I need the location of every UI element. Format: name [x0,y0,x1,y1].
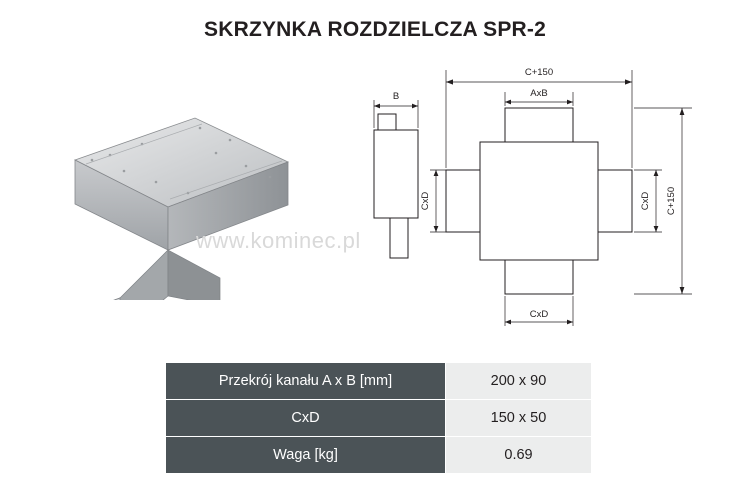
spec-value: 200 x 90 [446,363,592,400]
table-row [166,363,592,400]
table-row [166,437,592,474]
dim-label-overall-top: C+150 [524,67,554,78]
watermark: www.kominec.pl [196,228,361,253]
spec-value: 150 x 50 [446,400,592,437]
spec-label: CxD [166,400,446,437]
spec-label: Waga [kg] [166,437,446,474]
dim-label-cxd-left: CxD [420,191,431,211]
dim-label-overall-right: C+150 [666,186,677,216]
dim-label-b: B [392,91,400,102]
table-row [166,400,592,437]
technical-drawing [350,60,740,350]
dim-label-axb: AxB [530,88,548,99]
dim-label-cxd-bottom: CxD [529,309,549,320]
page-title: SKRZYNKA ROZDZIELCZA SPR-2 [204,18,546,41]
dim-label-cxd-right: CxD [640,191,651,211]
product-photo [20,100,320,300]
spec-label: Przekrój kanału A x B [mm] [166,363,446,400]
spec-value: 0.69 [446,437,592,474]
spec-table [165,362,592,474]
